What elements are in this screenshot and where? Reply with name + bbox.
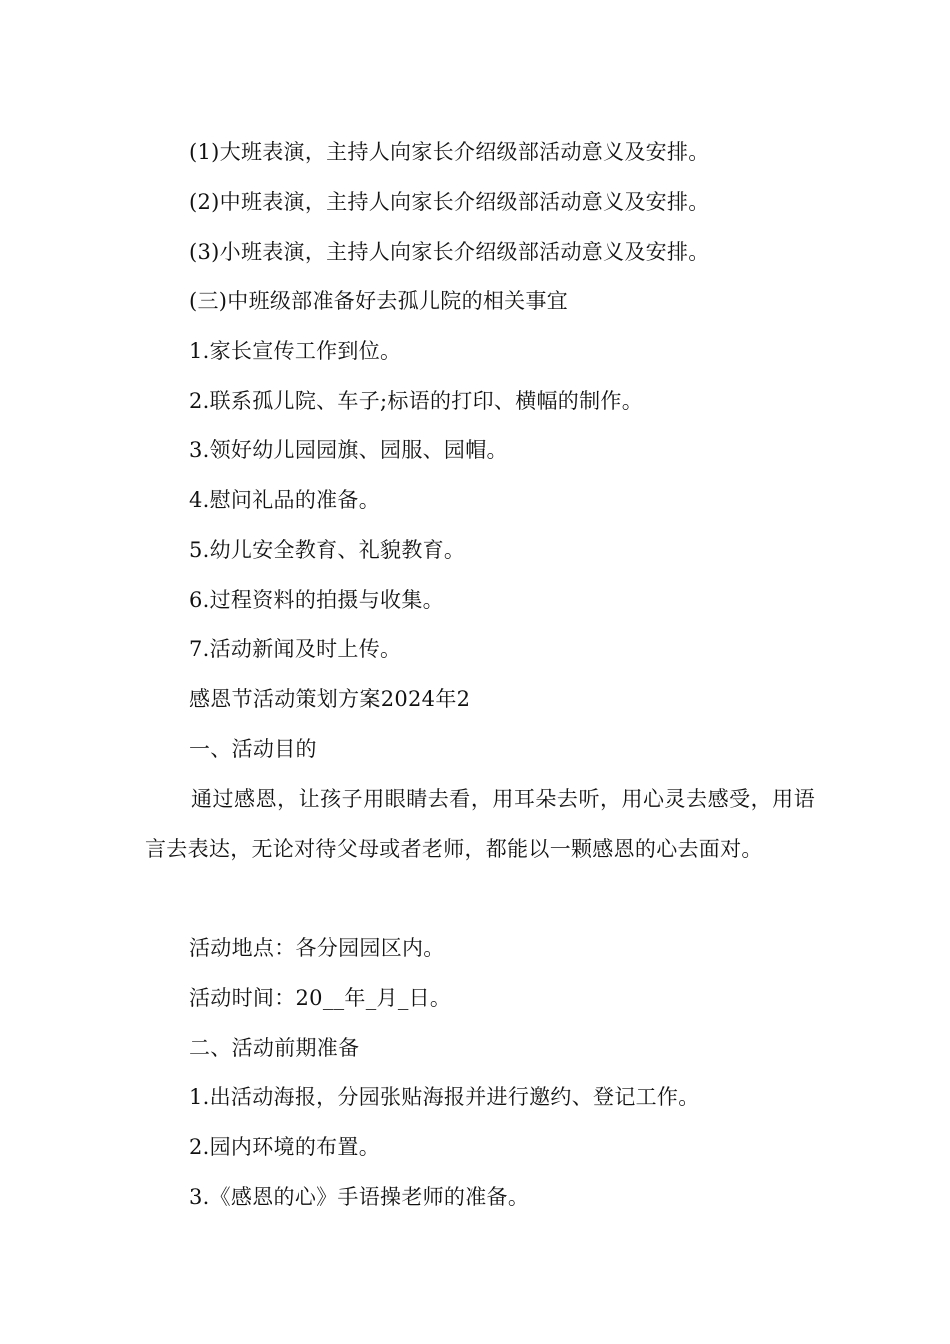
section-heading: 一、活动目的 [189,737,317,761]
list-item: 3.《感恩的心》手语操老师的准备。 [189,1185,530,1209]
section-heading: 二、活动前期准备 [189,1036,360,1060]
section-heading: (三)中班级部准备好去孤儿院的相关事宜 [189,289,569,313]
list-item: 6.过程资料的拍摄与收集。 [189,588,444,612]
list-item: 4.慰问礼品的准备。 [189,488,381,512]
document-title: 感恩节活动策划方案2024年2 [189,687,471,711]
list-item: 7.活动新闻及时上传。 [189,637,402,661]
text-line: (3)小班表演，主持人向家长介绍级部活动意义及安排。 [189,240,710,264]
text-line: 活动时间：20__年_月_日。 [189,986,452,1010]
body-paragraph: 通过感恩，让孩子用眼睛去看，用耳朵去听，用心灵去感受，用语言去表达，无论对待父母或者老师，都能以一颗感恩的心去面对。 [145,787,815,861]
list-item: 1.家长宣传工作到位。 [189,339,402,363]
list-item: 1.出活动海报，分园张贴海报并进行邀约、登记工作。 [189,1085,700,1109]
list-item: 2.联系孤儿院、车子;标语的打印、横幅的制作。 [189,389,644,413]
text-line: (2)中班表演，主持人向家长介绍级部活动意义及安排。 [189,190,710,214]
list-item: 3.领好幼儿园园旗、园服、园帽。 [189,438,508,462]
list-item: 5.幼儿安全教育、礼貌教育。 [189,538,466,562]
text-line: (1)大班表演，主持人向家长介绍级部活动意义及安排。 [189,140,710,164]
list-item: 2.园内环境的布置。 [189,1135,381,1159]
text-line: 活动地点：各分园园区内。 [189,936,445,960]
